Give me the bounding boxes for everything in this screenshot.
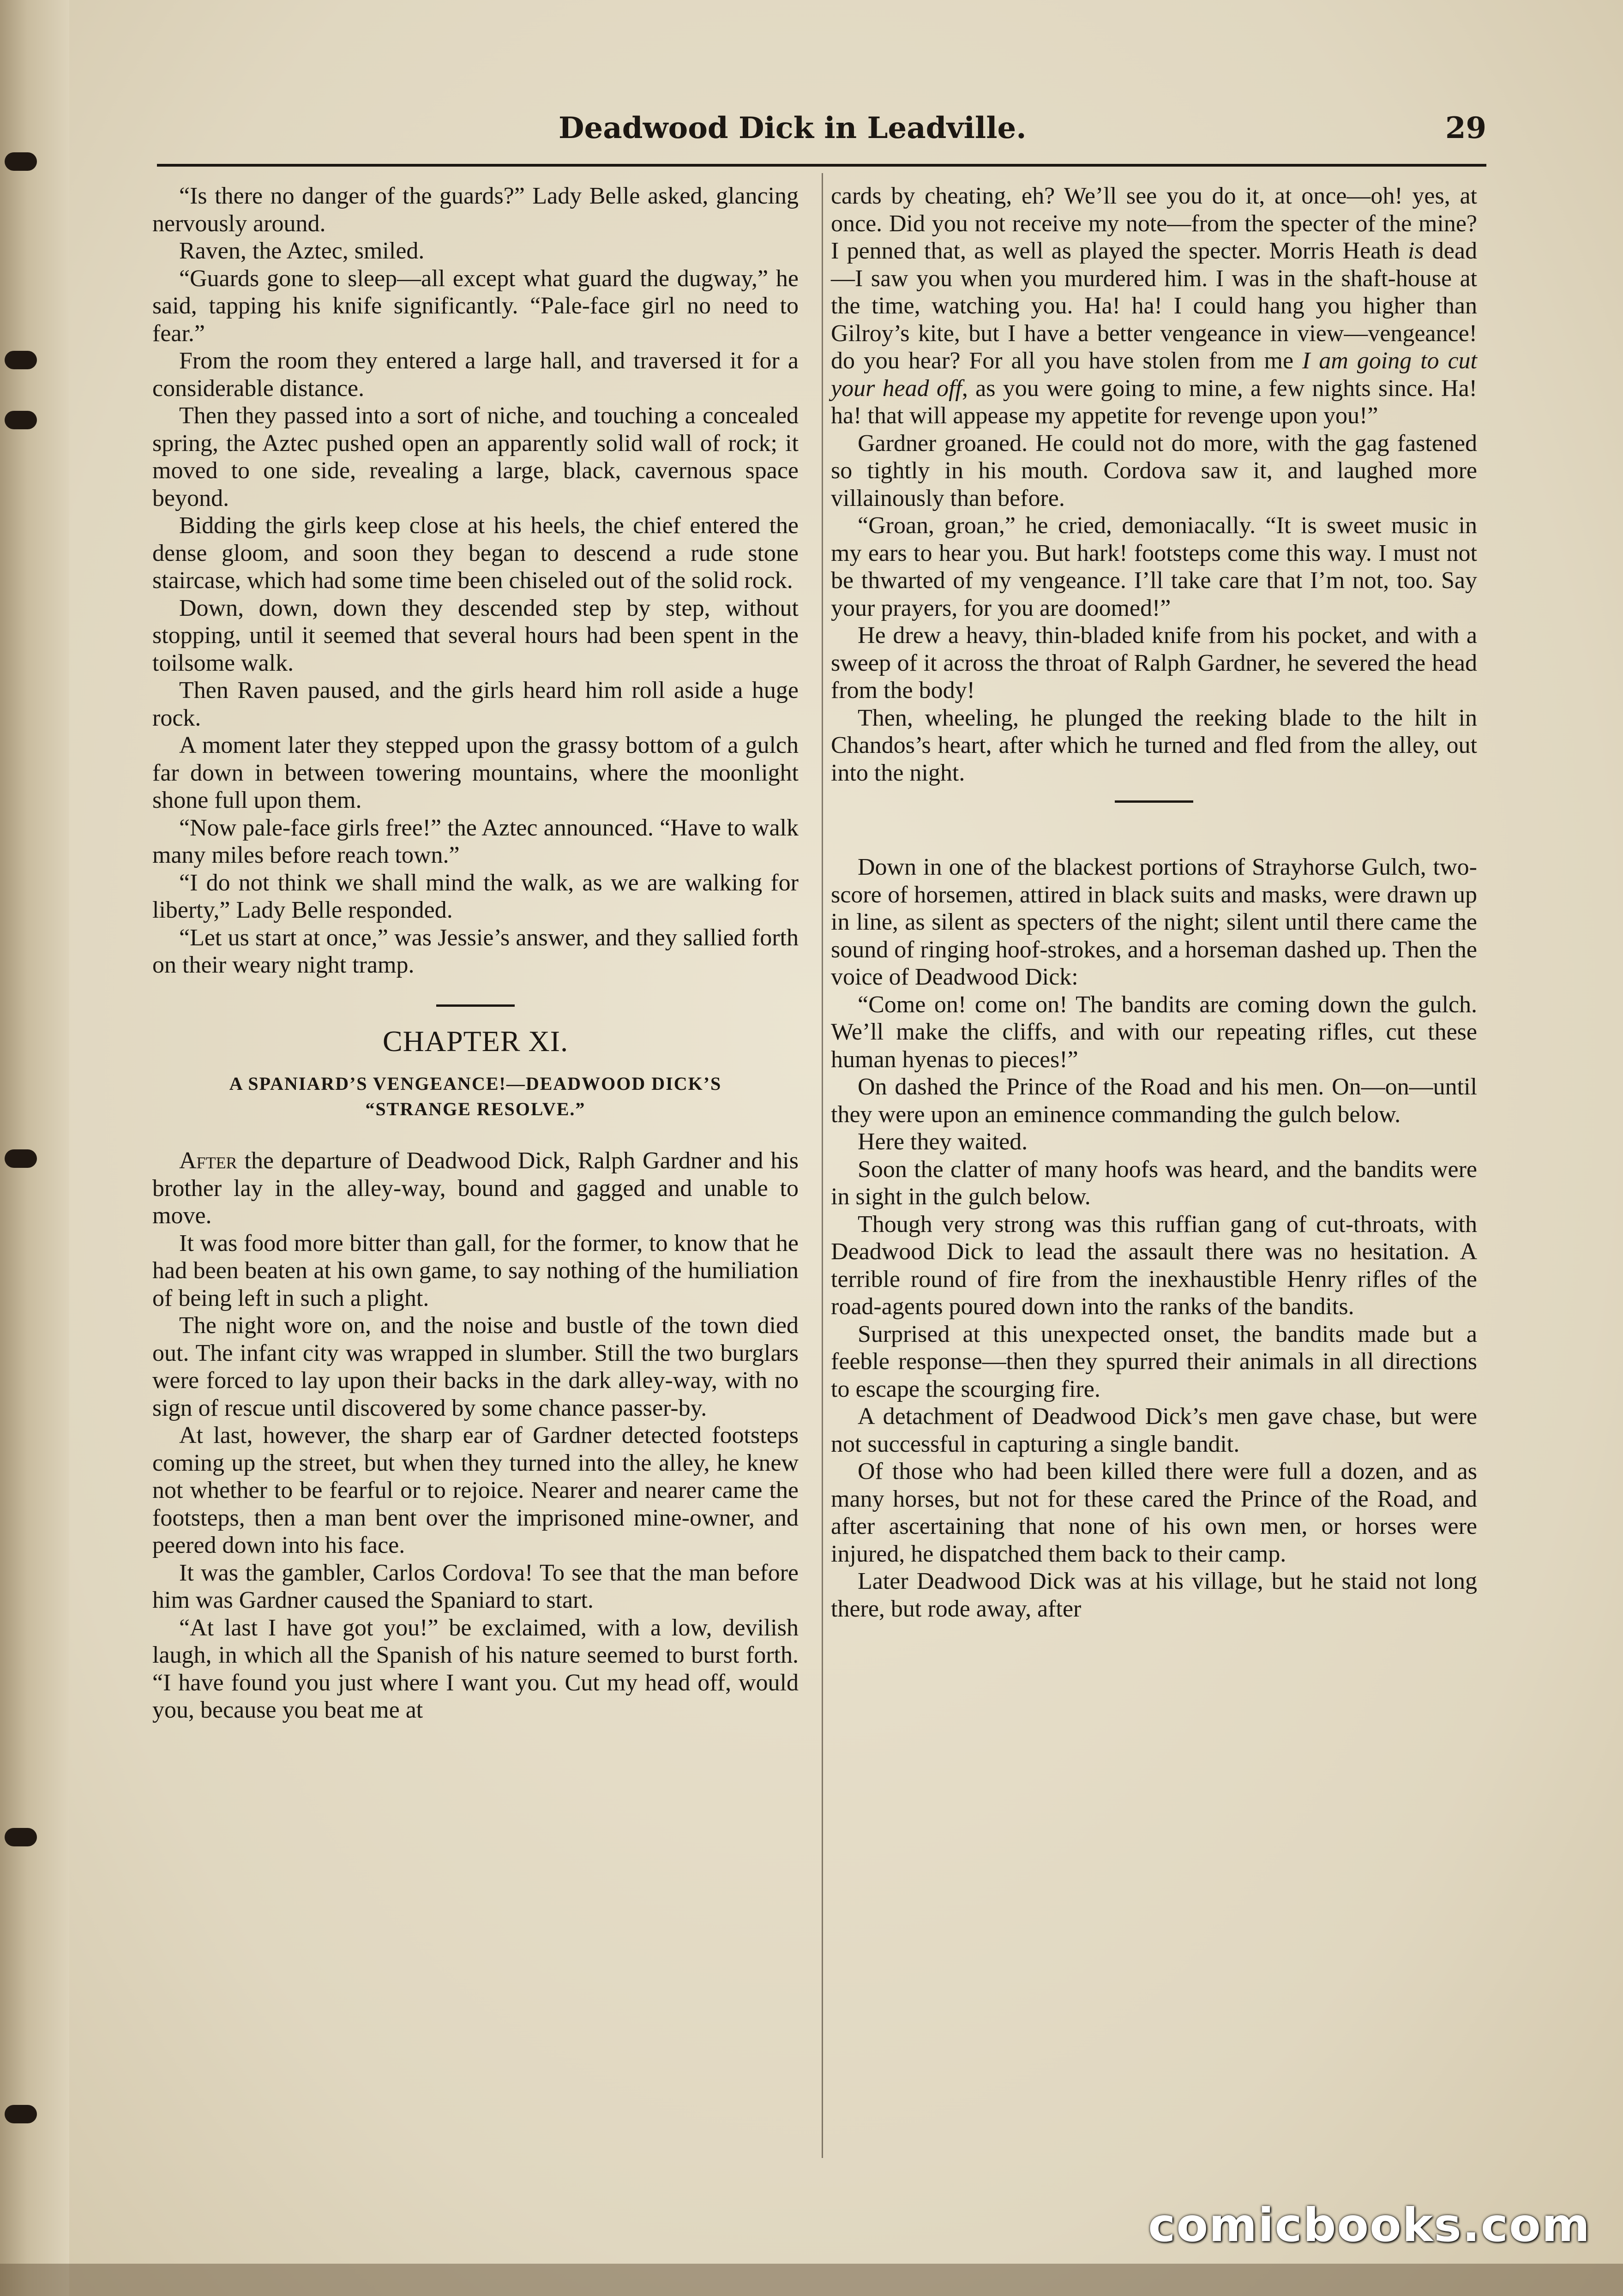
sewing-hole (5, 152, 37, 171)
paragraph: “Let us start at once,” was Jessie’s answer, and they sallied forth on their weary night tramp. (152, 924, 799, 978)
chapter-title: CHAPTER XI. (382, 1024, 569, 1058)
chapter-opening-paragraph (152, 1147, 799, 1230)
paragraph: Then they passed into a sort of niche, and touching a concealed spring, the Aztec pushed open an apparently solid wall of rock; it moved to one side, revealing a large, black, cavernous space beyond. (152, 403, 799, 511)
paragraph: From the room they entered a large hall, and traversed it for a considerable distance. (152, 348, 799, 402)
section-rule (436, 1004, 515, 1007)
paragraph: “I do not think we shall mind the walk, as we are walking for liberty,” Lady Belle responded. (152, 869, 799, 923)
paragraph: On dashed the Prince of the Road and his men. On—on—until they were upon an eminence commanding the gulch below. (831, 1074, 1477, 1128)
chapter-subtitle-line: A SPANIARD’S VENGEANCE!—DEADWOOD DICK’S (229, 1073, 722, 1094)
paragraph: At last, however, the sharp ear of Gardner detected footsteps coming up the street, but when they turned into the alley, he knew not whether to be fearful or to rejoice. Nearer and nearer came the footsteps, then a man bent over the imprisoned mine-owner, and peered down into his face. (152, 1422, 799, 1558)
paragraph: A detachment of Deadwood Dick’s men gave chase, but were not successful in capturing a single bandit. (831, 1403, 1477, 1457)
paragraph: Gardner groaned. He could not do more, with the gag fastened so tightly in his mouth. Cordova saw it, and laughed more villainously than before. (831, 430, 1477, 511)
paragraph: “Guards gone to sleep—all except what guard the dugway,” he said, tapping his knife significantly. “Pale-face girl no need to fear.” (152, 265, 799, 347)
paragraph: Then, wheeling, he plunged the reeking blade to the hilt in Chandos’s heart, after which he turned and fled from the alley, out into the night. (831, 704, 1477, 786)
paragraph: “Groan, groan,” he cried, demoniacally. “It is sweet music in my ears to hear you. But hark! footsteps come this way. I must not be thwarted of my vengeance. I’ll take care that I’m not, too. Say your prayers, for you are doomed!” (831, 512, 1477, 621)
paragraph: “Now pale-face girls free!” the Aztec announced. “Have to walk many miles before reach town.” (152, 814, 799, 868)
paragraph: He drew a heavy, thin-bladed knife from his pocket, and with a sweep of it across the throat of Ralph Gardner, he severed the head from the body! (831, 622, 1477, 703)
italic-text: I am going to cut your head off (831, 348, 1477, 402)
paragraph: “At last I have got you!” be exclaimed, with a low, devilish laugh, in which all the Spanish of his nature seemed to burst forth. “I have found you just where I want you. Cut my head off, would you, because you beat me at (152, 1614, 799, 1723)
page-header (157, 102, 1486, 157)
paragraph-text: the departure of Deadwood Dick, Ralph Gardner and his brother lay in the alley-way, bound and gagged and unable to move. (152, 1148, 799, 1229)
watermark: comicbooks.com (1148, 2198, 1591, 2252)
page-number: 29 (1445, 111, 1486, 145)
paragraph: Down, down, down they descended step by step, without stopping, until it seemed that several hours had been spent in the toilsome walk. (152, 595, 799, 676)
continued-paragraph (831, 182, 1477, 430)
sewing-hole (5, 1828, 37, 1846)
running-title: Deadwood Dick in Leadville. (559, 111, 1027, 145)
chapter-subtitle-line: “STRANGE RESOLVE.” (365, 1099, 586, 1119)
paragraph-text: dead—I saw you when you murdered him. I was in the shaft-house at the time, watching you. Ha! ha! I could hang you higher than Gilroy’s kite, but I have a better vengeance in view—vengeance! do you hear? For all you have stolen from me (831, 238, 1477, 374)
paragraph: Though very strong was this ruffian gang of cut-throats, with Deadwood Dick to lead the assault there was no hesitation. A terrible round of fire from the inexhaustible Henry rifles of the road-agents poured down into the ranks of the bandits. (831, 1211, 1477, 1320)
binding-edge (0, 0, 69, 2296)
paragraph: Of those who had been killed there were full a dozen, and as many horses, but not for these cared the Prince of the Road, and after ascertaining that none of his own men, or horses were injured, he dispatched them back to their camp. (831, 1458, 1477, 1567)
paragraph: The night wore on, and the noise and bustle of the town died out. The infant city was wrapped in slumber. Still the two burglars were forced to lay upon their backs in the dark alley-way, with no sign of rescue until discovered by some chance passer-by. (152, 1312, 799, 1421)
paragraph: Down in one of the blackest portions of Strayhorse Gulch, two-score of horsemen, attired in black suits and masks, were drawn up in line, as silent as specters of the night; silent until there came the sound of ringing hoof-strokes, and a horseman dashed up. Then the voice of Deadwood Dick: (831, 854, 1477, 990)
paragraph: “Come on! come on! The bandits are coming down the gulch. We’ll make the cliffs, and with our repeating rifles, cut these human hyenas to pieces!” (831, 991, 1477, 1073)
paragraph: It was the gambler, Carlos Cordova! To see that the man before him was Gardner caused the Spaniard to start. (152, 1559, 799, 1613)
paragraph: Later Deadwood Dick was at his village, but he staid not long there, but rode away, after (831, 1568, 1477, 1622)
drop-word: After (179, 1148, 237, 1174)
paragraph: Raven, the Aztec, smiled. (179, 238, 425, 264)
paragraph: Bidding the girls keep close at his heels, the chief entered the dense gloom, and soon they began to descend a rude stone staircase, which had some time been chiseled out of the solid rock. (152, 512, 799, 594)
sewing-hole (5, 351, 37, 369)
header-rule (157, 164, 1486, 167)
paragraph: Here they waited. (858, 1129, 1028, 1155)
italic-text: is (1407, 238, 1424, 264)
paragraph-text: cards by cheating, eh? We’ll see you do it, at once—oh! yes, at once. Did you not receive my note—from the specter of the mine? I penned that, as well as played the specter. Morris Heath (831, 183, 1477, 264)
paragraph: A moment later they stepped upon the grassy bottom of a gulch far down in between towering mountains, where the moonlight shone full upon them. (152, 732, 799, 813)
left-column (152, 182, 799, 1724)
sewing-hole (5, 1149, 37, 1168)
paragraph: It was food more bitter than gall, for the former, to know that he had been beaten at his own game, to say nothing of the humiliation of being left in such a plight. (152, 1230, 799, 1311)
page-bottom-shadow (0, 2264, 1623, 2296)
column-divider (822, 173, 823, 2158)
right-column (831, 182, 1477, 1623)
paragraph-text: , as you were going to mine, a few nights since. Ha! ha! that will appease my appetite for revenge upon you!” (831, 375, 1477, 429)
chapter-subtitle (152, 1071, 799, 1122)
paragraph: Then Raven paused, and the girls heard him roll aside a huge rock. (152, 677, 799, 731)
paragraph: Soon the clatter of many hoofs was heard, and the bandits were in sight in the gulch below. (831, 1156, 1477, 1210)
paragraph: “Is there no danger of the guards?” Lady Belle asked, glancing nervously around. (152, 183, 799, 237)
sewing-hole (5, 2105, 37, 2123)
sewing-hole (5, 411, 37, 429)
section-rule (1115, 800, 1193, 803)
paragraph: Surprised at this unexpected onset, the bandits made but a feeble response—then they spurred their animals in all directions to escape the scourging fire. (831, 1321, 1477, 1402)
